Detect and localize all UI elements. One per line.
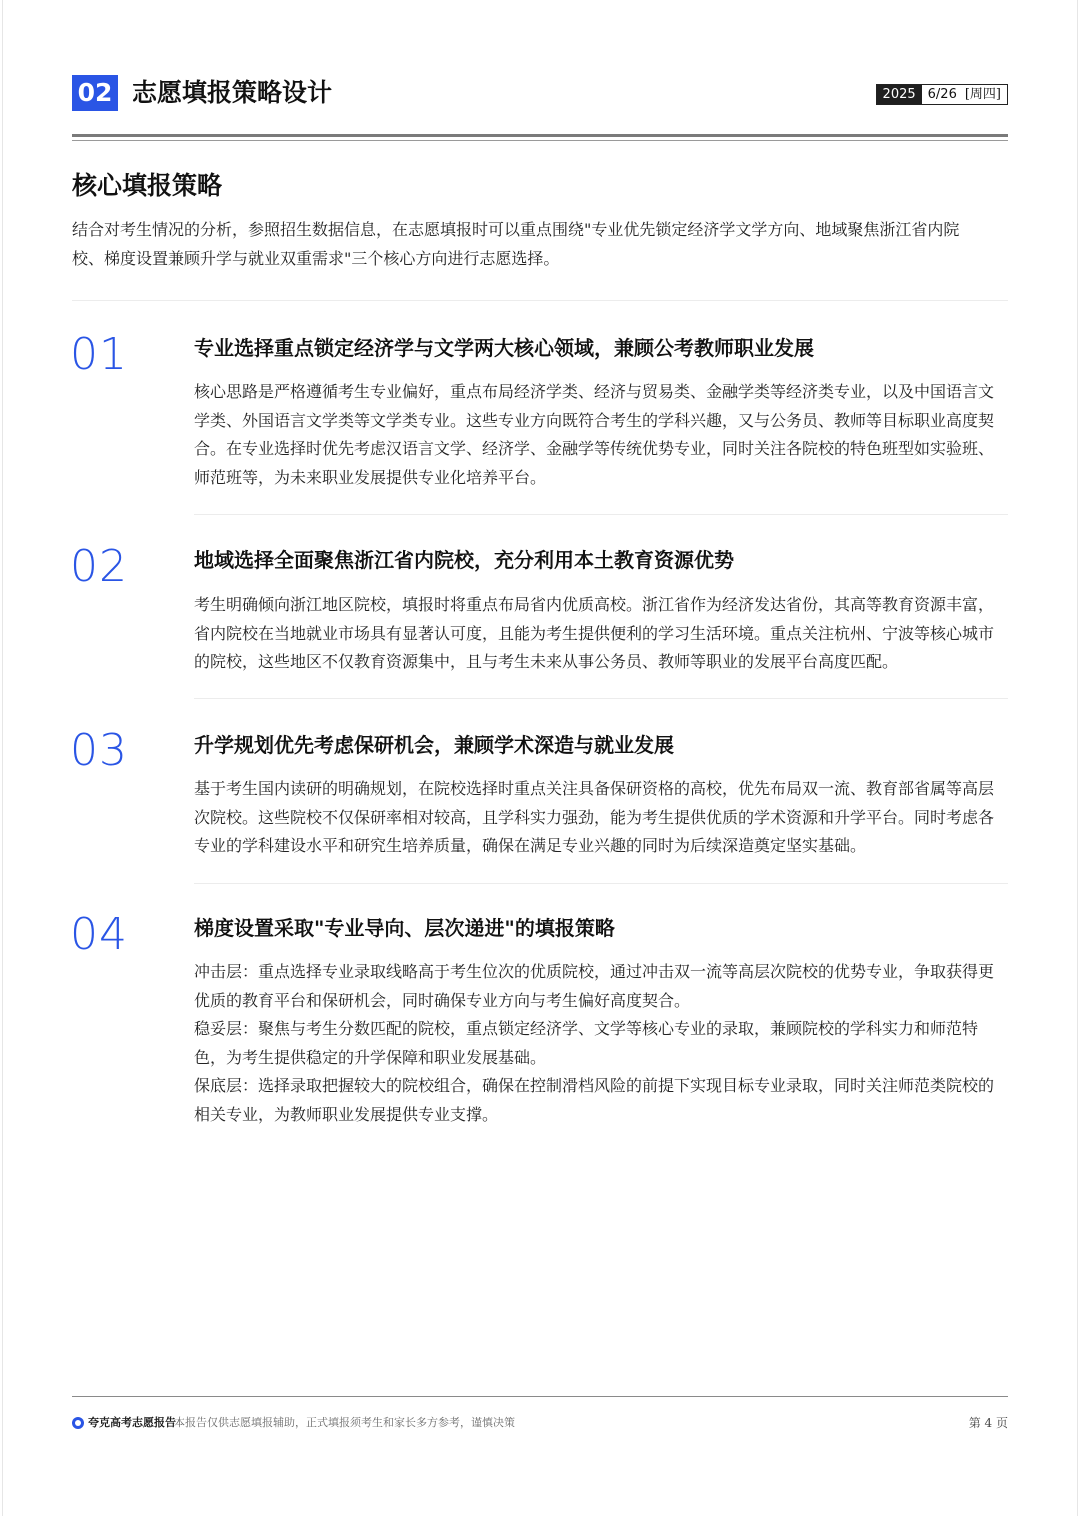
page-number: 第 4 页 bbox=[968, 1416, 1008, 1430]
item-divider bbox=[194, 698, 1008, 699]
section-intro: 结合对考生情况的分析，参照招生数据信息，在志愿填报时可以重点围绕"专业优先锁定经济学文学方向、地域聚焦浙江省内院校、梯度设置兼顾升学与就业双重需求"三个核心方向进行志愿选择。 bbox=[72, 220, 960, 268]
item-title: 梯度设置采取"专业导向、层次递进"的填报策略 bbox=[194, 916, 615, 940]
item-number: 03 bbox=[70, 725, 128, 776]
item-number: 04 bbox=[70, 909, 128, 960]
date-day: 6/26 bbox=[927, 87, 957, 102]
header-rule-thin bbox=[72, 140, 1008, 141]
item-body bbox=[194, 378, 998, 492]
item-number: 01 bbox=[70, 329, 128, 380]
intro-divider bbox=[72, 300, 1008, 301]
item-title: 升学规划优先考虑保研机会，兼顾学术深造与就业发展 bbox=[194, 733, 674, 757]
item-body bbox=[194, 775, 998, 861]
item-paragraph: 基于考生国内读研的明确规划，在院校选择时重点关注具备保研资格的高校，优先布局双一流、教育部省属等高层次院校。这些院校不仅保研率相对较高，且学科实力强劲，能为考生提供优质的学术资源和升学平台。同时考虑各专业的学科建设水平和研究生培养质量，确保在满足专业兴趣的同时为后续深造奠定坚实基础。 bbox=[194, 779, 995, 855]
item-divider bbox=[194, 514, 1008, 515]
page-edge-left bbox=[2, 0, 3, 1516]
page-footer bbox=[72, 1413, 1008, 1433]
quark-logo-icon bbox=[72, 1417, 84, 1429]
item-paragraph-stable: 稳妥层：聚焦与考生分数匹配的院校，重点锁定经济学、文学等核心专业的录取，兼顾院校的学科实力和师范特色，为考生提供稳定的升学保障和职业发展基础。 bbox=[194, 1019, 979, 1067]
chapter-number-badge: 02 bbox=[72, 75, 118, 111]
date-badge bbox=[876, 84, 1008, 105]
item-paragraph: 考生明确倾向浙江地区院校，填报时将重点布局省内优质高校。浙江省作为经济发达省份，其高等教育资源丰富，省内院校在当地就业市场具有显著认可度，且能为考生提供便利的学习生活环境。重点关注杭州、宁波等核心城市的院校，这些地区不仅教育资源集中，且与考生未来从事公务员、教师等职业的发展平台高度匹配。 bbox=[194, 595, 995, 671]
page-edge-right bbox=[1077, 0, 1078, 1516]
footer-disclaimer: 本报告仅供志愿填报辅助，正式填报须考生和家长多方参考，谨慎决策 bbox=[174, 1416, 515, 1429]
section-title: 核心填报策略 bbox=[72, 171, 223, 200]
chapter-title: 志愿填报策略设计 bbox=[132, 78, 333, 107]
footer-rule bbox=[72, 1396, 1008, 1397]
item-body bbox=[194, 591, 998, 677]
date-weekday: [周四] bbox=[964, 87, 1001, 102]
item-title: 专业选择重点锁定经济学与文学两大核心领域，兼顾公考教师职业发展 bbox=[194, 336, 814, 360]
item-paragraph-safe: 保底层：选择录取把握较大的院校组合，确保在控制滑档风险的前提下实现目标专业录取，同时关注师范类院校的相关专业，为教师职业发展提供专业支撑。 bbox=[194, 1076, 995, 1124]
date-year: 2025 bbox=[877, 85, 922, 104]
item-body bbox=[194, 958, 998, 1129]
page-header bbox=[72, 75, 1008, 115]
item-divider bbox=[194, 883, 1008, 884]
item-paragraph: 核心思路是严格遵循考生专业偏好，重点布局经济学类、经济与贸易类、金融学类等经济类专业，以及中国语言文学类、外国语言文学类等文学类专业。这些专业方向既符合考生的学科兴趣，又与公务员、教师等目标职业高度契合。在专业选择时优先考虑汉语言文学、经济学、金融学等传统优势专业，同时关注各院校的特色班型如实验班、师范班等，为未来职业发展提供专业化培养平台。 bbox=[194, 382, 995, 487]
item-paragraph-rush: 冲击层：重点选择专业录取线略高于考生位次的优质院校，通过冲击双一流等高层次院校的优势专业，争取获得更优质的教育平台和保研机会，同时确保专业方向与考生偏好高度契合。 bbox=[194, 962, 995, 1010]
header-rule-thick bbox=[72, 134, 1008, 137]
item-title: 地域选择全面聚焦浙江省内院校，充分利用本土教育资源优势 bbox=[194, 548, 734, 572]
item-number: 02 bbox=[70, 541, 128, 592]
footer-brand: 夸克高考志愿报告 bbox=[88, 1416, 176, 1429]
